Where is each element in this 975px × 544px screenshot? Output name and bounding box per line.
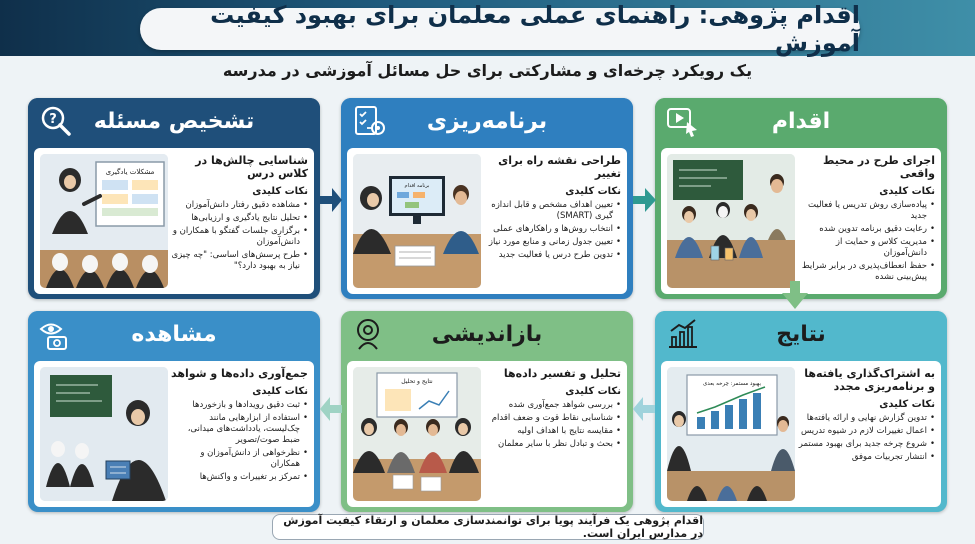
list-item: • برگزاری جلسات گفتگو با همکاران و دانش‌آموزان [170, 226, 308, 248]
list-item: • بررسی شواهد جمع‌آوری شده [483, 400, 621, 411]
list-item: • رعایت دقیق برنامه تدوین شده [797, 224, 935, 235]
card-results-subheading: نکات کلیدی [879, 399, 935, 410]
card-action-heading: اقدام [771, 108, 831, 134]
card-action-title: اجرای طرح در محیط واقعی [823, 154, 935, 180]
arrow-results-to-reflection [633, 397, 655, 421]
whiteboard-title: مشکلات یادگیری [105, 168, 155, 176]
card-reflection-title: تحلیل و تفسیر داده‌ها [503, 367, 621, 380]
list-item: • مشاهده دقیق رفتار دانش‌آموزان [170, 200, 308, 211]
list-item: • ثبت دقیق رویدادها و بازخوردها [170, 400, 308, 411]
arrow-planning-to-action [633, 188, 656, 212]
list-item: • مدیریت کلاس و حمایت از دانش‌آموزان [797, 237, 935, 259]
list-item: • تمرکز بر تغییرات و واکنش‌ها [170, 472, 308, 483]
card-observation-subheading: نکات کلیدی [252, 386, 308, 397]
card-diagnosis-heading: تشخیص مسئله [93, 108, 255, 134]
list-item: • پیاده‌سازی روش تدریس یا فعالیت جدید [797, 200, 935, 222]
footer-note [272, 514, 704, 540]
list-item: • حفظ انعطاف‌پذیری در برابر شرایط پیش‌بینی نشده [797, 261, 935, 283]
card-observation-title: جمع‌آوری داده‌ها و شواهد [171, 367, 308, 380]
list-item: • مقایسه نتایج با اهداف اولیه [483, 426, 621, 437]
list-item: • تدوین طرح درس یا فعالیت جدید [483, 250, 621, 261]
card-reflection-heading: بازاندیشی [431, 321, 543, 347]
page-subtitle: یک رویکرد چرخه‌ای و مشارکتی برای حل مسائل آموزشی در مدرسه [222, 61, 753, 80]
list-item: • تحلیل نتایج یادگیری و ارزیابی‌ها [170, 213, 308, 224]
arrow-diagnosis-to-planning [320, 188, 342, 212]
svg-text:?: ? [49, 112, 57, 127]
board-title: نتایج و تحلیل [401, 378, 433, 385]
card-diagnosis-title: شناسایی چالش‌ها در کلاس درس [195, 154, 308, 180]
card-results-heading: نتایج [776, 321, 826, 347]
list-item: • بحث و تبادل نظر با سایر معلمان [483, 439, 621, 450]
list-item: • تعیین اهداف مشخص و قابل اندازه گیری (SMART) [483, 200, 621, 222]
list-item: • تعیین جدول زمانی و منابع مورد نیاز [483, 237, 621, 248]
arrow-reflection-to-observation [320, 397, 342, 421]
card-reflection-subheading: نکات کلیدی [565, 386, 621, 397]
card-planning-subheading: نکات کلیدی [565, 186, 621, 197]
card-results-title: به اشتراک‌گذاری یافته‌ها و برنامه‌ریزی مجدد [804, 367, 935, 393]
list-item: • طرح پرسش‌های اساسی: "چه چیزی نیاز به بهبود دارد؟" [170, 250, 308, 272]
list-item: • تدوین گزارش نهایی و ارائه یافته‌ها [797, 413, 935, 424]
list-item: • نظرخواهی از دانش‌آموزان و همکاران [170, 448, 308, 470]
card-observation-heading: مشاهده [131, 321, 217, 347]
list-item: • شناسایی نقاط قوت و ضعف اقدام [483, 413, 621, 424]
screen-title: برنامه اقدام [404, 183, 430, 189]
card-action-subheading: نکات کلیدی [879, 186, 935, 197]
list-item: • اعمال تغییرات لازم در شیوه تدریس [797, 426, 935, 437]
card-planning-heading: برنامه‌ریزی [426, 108, 548, 134]
card-planning-title: طراحی نقشه راه برای تغییر [498, 154, 621, 180]
screen-title: بهبود مستمر: چرخه بعدی [703, 381, 761, 387]
page-title: اقدام پژوهی: راهنمای عملی معلمان برای بهبود کیفیت آموزش [210, 1, 860, 57]
arrow-action-to-results [782, 281, 808, 309]
list-item: • انتخاب روش‌ها و راهکارهای عملی [483, 224, 621, 235]
card-diagnosis-subheading: نکات کلیدی [252, 186, 308, 197]
list-item: • شروع چرخه جدید برای بهبود مستمر [797, 439, 935, 450]
footer-text: اقدام پژوهی یک فرآیند پویا برای توانمندسازی معلمان و ارتقاء کیفیت آموزش در مدارس ایران است. [283, 514, 703, 540]
list-item: • انتشار تجربیات موفق [797, 452, 935, 463]
list-item: • استفاده از ابزارهایی مانند چک‌لیست، یادداشت‌های میدانی، ضبط صوت/تصویر [170, 413, 308, 446]
